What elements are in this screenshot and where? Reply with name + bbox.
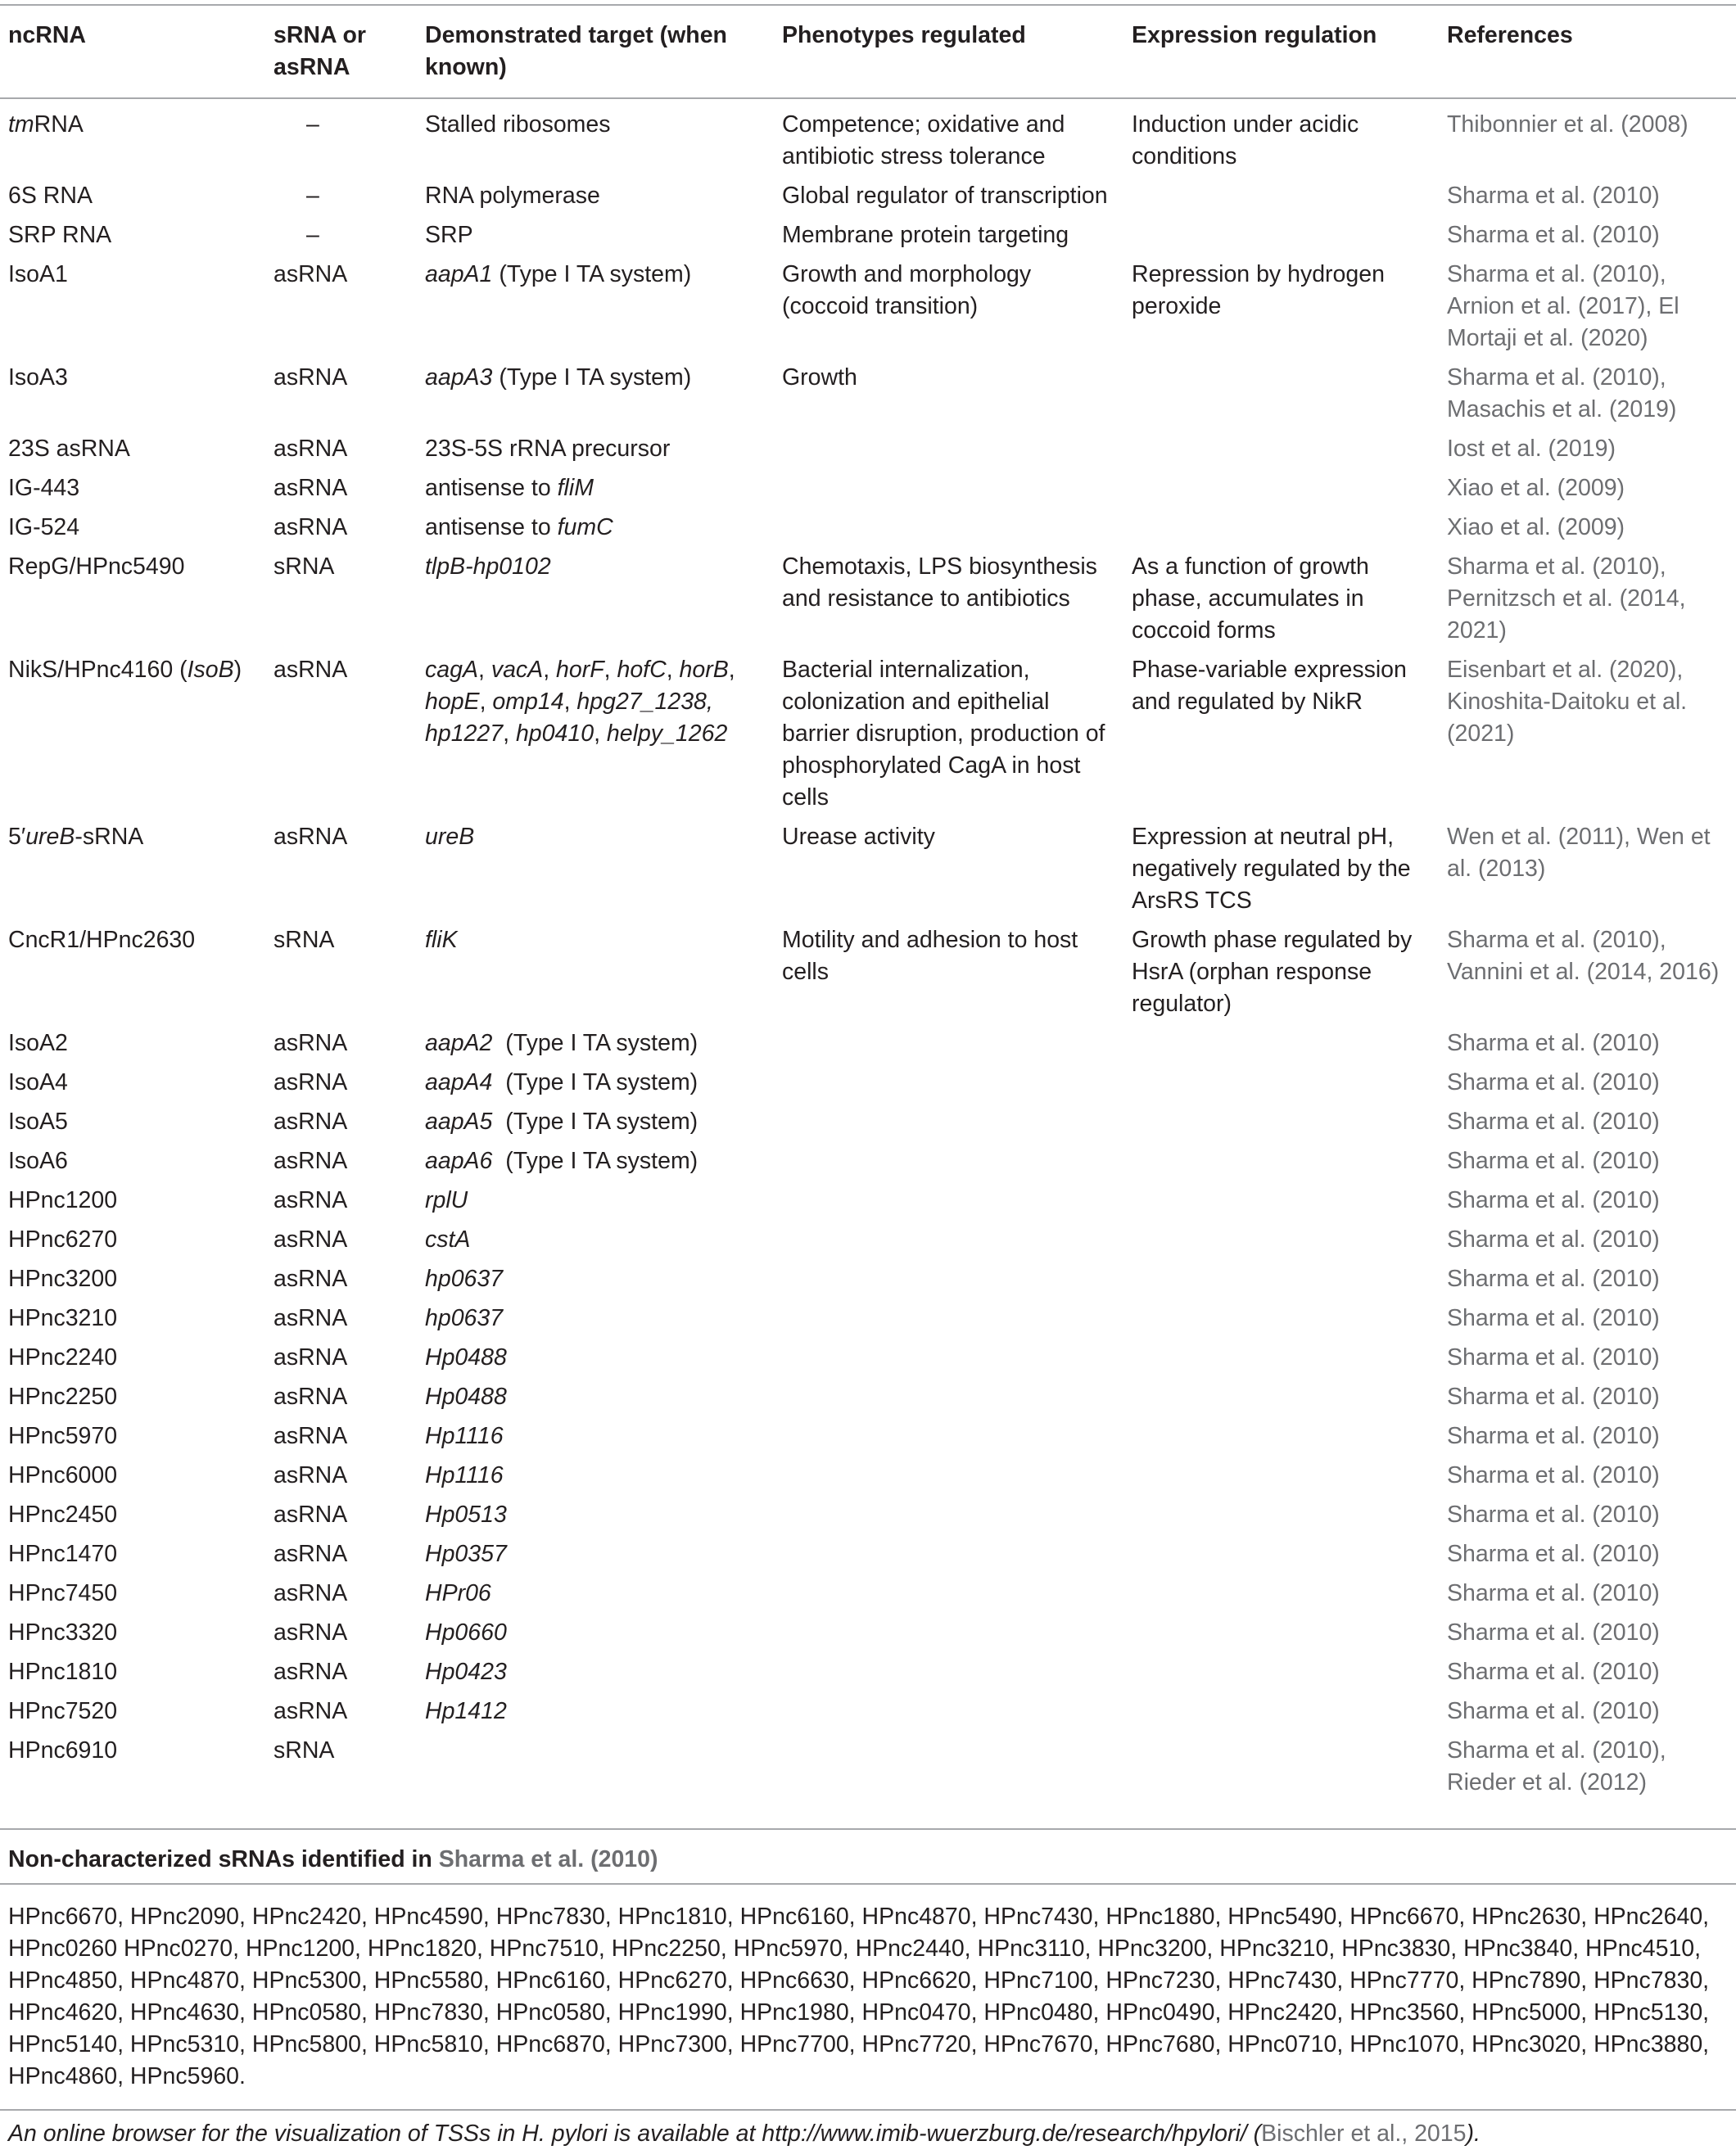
cell-type: asRNA — [274, 1109, 348, 1135]
header-phenotypes: Phenotypes regulated — [782, 5, 1132, 98]
cell-references: Sharma et al. (2010) — [1447, 1187, 1660, 1213]
table-row — [0, 1734, 1736, 1805]
cell-expression — [1132, 1105, 1447, 1145]
cell-expression — [1132, 1223, 1447, 1262]
cell-target: aapA3 (Type I TA system) — [425, 364, 692, 391]
table-row — [0, 511, 1736, 550]
cell-ncrna: HPnc2250 — [8, 1384, 118, 1410]
cell-expression — [1132, 1145, 1447, 1184]
table-row — [0, 179, 1736, 219]
cell-phenotype — [782, 1577, 1132, 1616]
cell-ncrna: IsoA6 — [8, 1148, 68, 1174]
table-row — [0, 653, 1736, 820]
cell-expression: Induction under acidic conditions — [1132, 111, 1359, 169]
cell-type: asRNA — [274, 1187, 348, 1213]
cell-target: fliK — [425, 927, 458, 953]
footnote-reference: Bischler et al., 2015 — [1261, 2121, 1467, 2147]
divider — [0, 1828, 1736, 1830]
cell-type: sRNA — [274, 927, 335, 953]
cell-ncrna: IsoA3 — [8, 364, 68, 391]
table-row — [0, 258, 1736, 361]
cell-references: Sharma et al. (2010) — [1447, 1344, 1660, 1371]
header-expression: Expression regulation — [1132, 5, 1447, 98]
cell-phenotype — [782, 511, 1132, 550]
cell-phenotype — [782, 1027, 1132, 1066]
cell-phenotype — [782, 1655, 1132, 1695]
cell-ncrna: IsoA2 — [8, 1030, 68, 1056]
table-body — [0, 98, 1736, 1805]
cell-expression — [1132, 1420, 1447, 1459]
cell-target: Stalled ribosomes — [425, 111, 611, 138]
cell-target: aapA5 (Type I TA system) — [425, 1109, 698, 1135]
table-row — [0, 361, 1736, 432]
cell-type: – — [306, 183, 319, 209]
table-row — [0, 1105, 1736, 1145]
cell-phenotype — [782, 1695, 1132, 1734]
cell-type: asRNA — [274, 364, 348, 391]
cell-target: cagA, vacA, horF, hofC, horB, hopE, omp14, hpg27_1238, hp1227, hp0410, helpy_1262 — [425, 657, 742, 747]
table-row — [0, 1655, 1736, 1695]
cell-phenotype — [782, 1459, 1132, 1498]
cell-expression: Growth phase regulated by HsrA (orphan response regulator) — [1132, 927, 1413, 1017]
header-srna-or-asrna: sRNA or asRNA — [274, 5, 425, 98]
cell-type: asRNA — [274, 1698, 348, 1724]
table-row — [0, 1066, 1736, 1105]
cell-expression — [1132, 219, 1447, 258]
cell-phenotype — [782, 1616, 1132, 1655]
cell-target: hp0637 — [425, 1305, 504, 1331]
cell-ncrna: IsoA4 — [8, 1069, 68, 1095]
cell-expression — [1132, 1577, 1447, 1616]
cell-ncrna: HPnc3210 — [8, 1305, 118, 1331]
cell-ncrna: IsoA1 — [8, 261, 68, 287]
cell-target: Hp0357 — [425, 1541, 507, 1567]
cell-references: Eisenbart et al. (2020), Kinoshita-Daitoku et al. (2021) — [1447, 657, 1688, 747]
cell-expression — [1132, 432, 1447, 472]
cell-ncrna: RepG/HPnc5490 — [8, 553, 185, 580]
cell-type: asRNA — [274, 1266, 348, 1292]
cell-type: asRNA — [274, 1030, 348, 1056]
cell-expression — [1132, 1616, 1447, 1655]
cell-ncrna: 23S asRNA — [8, 436, 130, 462]
cell-type: asRNA — [274, 1541, 348, 1567]
cell-phenotype — [782, 1302, 1132, 1341]
cell-type: asRNA — [274, 1659, 348, 1685]
cell-target — [425, 1734, 782, 1805]
cell-target: antisense to fumC — [425, 514, 613, 540]
cell-expression: As a function of growth phase, accumulates in coccoid forms — [1132, 553, 1369, 644]
cell-type: sRNA — [274, 1737, 335, 1764]
ncrna-table — [0, 4, 1736, 1805]
cell-type: asRNA — [274, 1305, 348, 1331]
cell-ncrna: HPnc1470 — [8, 1541, 118, 1567]
header-target: Demonstrated target (when known) — [425, 5, 782, 98]
cell-references: Sharma et al. (2010) — [1447, 1541, 1660, 1567]
table-row — [0, 1577, 1736, 1616]
cell-references: Sharma et al. (2010) — [1447, 1423, 1660, 1449]
table-row — [0, 1695, 1736, 1734]
table-row — [0, 1302, 1736, 1341]
cell-target: aapA6 (Type I TA system) — [425, 1148, 698, 1174]
cell-target: aapA2 (Type I TA system) — [425, 1030, 698, 1056]
table-row — [0, 1184, 1736, 1223]
cell-type: asRNA — [274, 1226, 348, 1253]
cell-type: asRNA — [274, 1344, 348, 1371]
cell-ncrna: NikS/HPnc4160 (IsoB) — [8, 657, 242, 683]
cell-phenotype — [782, 1184, 1132, 1223]
cell-expression — [1132, 1380, 1447, 1420]
cell-references: Sharma et al. (2010), Rieder et al. (2012) — [1447, 1737, 1666, 1795]
cell-references: Sharma et al. (2010) — [1447, 1226, 1660, 1253]
table-row — [0, 1145, 1736, 1184]
cell-references: Sharma et al. (2010) — [1447, 1148, 1660, 1174]
cell-target: rplU — [425, 1187, 468, 1213]
cell-phenotype: Bacterial internalization, colonization and epithelial barrier disruption, production of phosphorylated CagA in host cells — [782, 657, 1105, 811]
cell-references: Sharma et al. (2010), Vannini et al. (2014, 2016) — [1447, 927, 1720, 985]
cell-ncrna: 6S RNA — [8, 183, 93, 209]
cell-expression — [1132, 1459, 1447, 1498]
cell-expression — [1132, 1498, 1447, 1538]
table-row — [0, 1459, 1736, 1498]
cell-ncrna: HPnc1810 — [8, 1659, 118, 1685]
cell-ncrna: HPnc5970 — [8, 1423, 118, 1449]
cell-expression — [1132, 1302, 1447, 1341]
table-row — [0, 1616, 1736, 1655]
cell-expression — [1132, 361, 1447, 432]
cell-target: Hp0660 — [425, 1619, 507, 1646]
header-references: References — [1447, 5, 1736, 98]
cell-ncrna: HPnc2240 — [8, 1344, 118, 1371]
table-row — [0, 1380, 1736, 1420]
cell-expression: Expression at neutral pH, negatively regulated by the ArsRS TCS — [1132, 824, 1411, 914]
cell-target: Hp0488 — [425, 1344, 507, 1371]
cell-ncrna: HPnc6910 — [8, 1737, 118, 1764]
cell-target: SRP — [425, 222, 473, 248]
header-row — [0, 5, 1736, 98]
cell-type: – — [306, 222, 319, 248]
table-row — [0, 1223, 1736, 1262]
cell-ncrna: HPnc3200 — [8, 1266, 118, 1292]
cell-references: Sharma et al. (2010) — [1447, 1659, 1660, 1685]
cell-ncrna: 5′ureB-sRNA — [8, 824, 144, 850]
cell-phenotype — [782, 1734, 1132, 1805]
cell-type: asRNA — [274, 1423, 348, 1449]
cell-target: Hp1116 — [425, 1423, 504, 1449]
cell-ncrna: IG-524 — [8, 514, 80, 540]
cell-references: Sharma et al. (2010) — [1447, 1030, 1660, 1056]
cell-target: RNA polymerase — [425, 183, 600, 209]
cell-references: Sharma et al. (2010) — [1447, 1305, 1660, 1331]
cell-target: Hp0488 — [425, 1384, 507, 1410]
cell-target: HPr06 — [425, 1580, 491, 1606]
cell-references: Wen et al. (2011), Wen et al. (2013) — [1447, 824, 1711, 882]
cell-references: Xiao et al. (2009) — [1447, 475, 1625, 501]
srna-list: HPnc6670, HPnc2090, HPnc2420, HPnc4590, HPnc7830, HPnc1810, HPnc6160, HPnc4870, HPnc7430, HPnc1880, HPnc5490, HPnc6670, HPnc2630, HPnc2640, HPnc0260 HPnc0270, HPnc1200, HPnc1820, HPnc7510, HPnc2250, HPnc5970, HPnc2440, HPnc3110, HPnc3200, HPnc3210, HPnc3830, HPnc3840, HPnc4510, HPnc4850, HPnc4870, HPnc5300, HPnc5580, HPnc6160, HPnc6270, HPnc6630, HPnc6620, HPnc7100, HPnc7230, HPnc7430, HPnc7770, HPnc7890, HPnc7830, HPnc4620, HPnc4630, HPnc0580, HPnc7830, HPnc0580, HPnc1990, HPnc1980, HPnc0470, HPnc0480, HPnc0490, HPnc2420, HPnc3560, HPnc5000, HPnc5130, HPnc5140, HPnc5310, HPnc5800, HPnc5810, HPnc6870, HPnc7300, HPnc7700, HPnc7720, HPnc7670, HPnc7680, HPnc0710, HPnc1070, HPnc3020, HPnc3880, HPnc4860, HPnc5960. — [8, 1904, 1710, 2089]
cell-expression — [1132, 1262, 1447, 1302]
table-row — [0, 820, 1736, 924]
cell-ncrna: IsoA5 — [8, 1109, 68, 1135]
cell-references: Sharma et al. (2010) — [1447, 1384, 1660, 1410]
header-ncrna: ncRNA — [0, 5, 274, 98]
cell-type: asRNA — [274, 1619, 348, 1646]
cell-phenotype — [782, 1262, 1132, 1302]
table-row — [0, 1262, 1736, 1302]
cell-phenotype — [782, 1538, 1132, 1577]
cell-expression — [1132, 1655, 1447, 1695]
cell-type: asRNA — [274, 1384, 348, 1410]
cell-ncrna: HPnc6270 — [8, 1226, 118, 1253]
cell-target: Hp0423 — [425, 1659, 507, 1685]
cell-target: aapA4 (Type I TA system) — [425, 1069, 698, 1095]
cell-references: Sharma et al. (2010) — [1447, 1069, 1660, 1095]
cell-ncrna: HPnc3320 — [8, 1619, 118, 1646]
cell-expression — [1132, 1184, 1447, 1223]
table-row — [0, 1027, 1736, 1066]
section-title: Non-characterized sRNAs identified in Sharma et al. (2010) — [8, 1846, 658, 1872]
cell-references: Iost et al. (2019) — [1447, 436, 1616, 462]
cell-phenotype: Urease activity — [782, 824, 935, 850]
cell-ncrna: SRP RNA — [8, 222, 112, 248]
cell-references: Sharma et al. (2010) — [1447, 1266, 1660, 1292]
cell-phenotype: Global regulator of transcription — [782, 183, 1108, 209]
cell-expression — [1132, 1734, 1447, 1805]
cell-type: sRNA — [274, 553, 335, 580]
table-row — [0, 432, 1736, 472]
cell-references: Sharma et al. (2010), Arnion et al. (2017), El Mortaji et al. (2020) — [1447, 261, 1679, 351]
cell-phenotype: Chemotaxis, LPS biosynthesis and resistance to antibiotics — [782, 553, 1097, 612]
cell-references: Sharma et al. (2010), Masachis et al. (2019) — [1447, 364, 1677, 422]
cell-phenotype — [782, 1498, 1132, 1538]
cell-phenotype — [782, 1105, 1132, 1145]
cell-expression: Phase-variable expression and regulated by NikR — [1132, 657, 1407, 715]
cell-type: – — [306, 111, 319, 138]
cell-type: asRNA — [274, 1462, 348, 1488]
divider — [0, 1883, 1736, 1885]
cell-phenotype: Growth — [782, 364, 857, 391]
cell-target: Hp0513 — [425, 1502, 507, 1528]
cell-ncrna: IG-443 — [8, 475, 80, 501]
cell-expression — [1132, 1695, 1447, 1734]
cell-phenotype — [782, 1223, 1132, 1262]
table-row — [0, 219, 1736, 258]
cell-expression — [1132, 472, 1447, 511]
cell-phenotype: Membrane protein targeting — [782, 222, 1069, 248]
table-row — [0, 924, 1736, 1027]
cell-expression — [1132, 1027, 1447, 1066]
cell-target: aapA1 (Type I TA system) — [425, 261, 692, 287]
cell-ncrna: HPnc6000 — [8, 1462, 118, 1488]
cell-ncrna: HPnc2450 — [8, 1502, 118, 1528]
cell-target: 23S-5S rRNA precursor — [425, 436, 671, 462]
cell-references: Sharma et al. (2010) — [1447, 1580, 1660, 1606]
cell-ncrna: HPnc1200 — [8, 1187, 118, 1213]
table-row — [0, 472, 1736, 511]
cell-phenotype — [782, 472, 1132, 511]
cell-references: Xiao et al. (2009) — [1447, 514, 1625, 540]
table-row — [0, 1341, 1736, 1380]
cell-references: Sharma et al. (2010) — [1447, 1462, 1660, 1488]
cell-references: Sharma et al. (2010) — [1447, 1502, 1660, 1528]
cell-references: Sharma et al. (2010) — [1447, 1698, 1660, 1724]
section-reference: Sharma et al. (2010) — [438, 1846, 658, 1872]
cell-phenotype — [782, 1066, 1132, 1105]
cell-type: asRNA — [274, 657, 348, 683]
divider — [0, 2109, 1736, 2111]
cell-phenotype: Competence; oxidative and antibiotic stress tolerance — [782, 111, 1065, 169]
cell-expression — [1132, 1066, 1447, 1105]
cell-references: Sharma et al. (2010) — [1447, 183, 1660, 209]
cell-type: asRNA — [274, 1069, 348, 1095]
cell-references: Thibonnier et al. (2008) — [1447, 111, 1689, 138]
cell-type: asRNA — [274, 514, 348, 540]
cell-phenotype — [782, 1341, 1132, 1380]
cell-type: asRNA — [274, 1502, 348, 1528]
cell-references: Sharma et al. (2010) — [1447, 1619, 1660, 1646]
cell-type: asRNA — [274, 475, 348, 501]
cell-phenotype: Motility and adhesion to host cells — [782, 927, 1078, 985]
cell-references: Sharma et al. (2010) — [1447, 222, 1660, 248]
table-row — [0, 550, 1736, 653]
table-row — [0, 1498, 1736, 1538]
cell-ncrna: tmRNA — [8, 111, 84, 138]
cell-phenotype — [782, 432, 1132, 472]
cell-phenotype: Growth and morphology (coccoid transition) — [782, 261, 1032, 319]
table-row — [0, 1538, 1736, 1577]
cell-phenotype — [782, 1145, 1132, 1184]
cell-expression — [1132, 511, 1447, 550]
cell-target: cstA — [425, 1226, 471, 1253]
cell-phenotype — [782, 1420, 1132, 1459]
table-row — [0, 98, 1736, 179]
cell-type: asRNA — [274, 436, 348, 462]
cell-ncrna: CncR1/HPnc2630 — [8, 927, 196, 953]
cell-target: antisense to fliM — [425, 475, 594, 501]
cell-type: asRNA — [274, 1148, 348, 1174]
table-row — [0, 1420, 1736, 1459]
cell-expression — [1132, 1341, 1447, 1380]
footnote: An online browser for the visualization of TSSs in H. pylori is available at http://www.imib-wuerzburg.de/research/hpylori/ (Bischler et al., 2015). — [8, 2121, 1481, 2147]
cell-expression — [1132, 1538, 1447, 1577]
cell-ncrna: HPnc7450 — [8, 1580, 118, 1606]
cell-expression — [1132, 179, 1447, 219]
cell-type: asRNA — [274, 1580, 348, 1606]
cell-references: Sharma et al. (2010) — [1447, 1109, 1660, 1135]
cell-expression: Repression by hydrogen peroxide — [1132, 261, 1385, 319]
cell-ncrna: HPnc7520 — [8, 1698, 118, 1724]
cell-target: tlpB-hp0102 — [425, 553, 551, 580]
cell-references: Sharma et al. (2010), Pernitzsch et al. (2014, 2021) — [1447, 553, 1686, 644]
cell-target: ureB — [425, 824, 475, 850]
cell-type: asRNA — [274, 824, 348, 850]
cell-phenotype — [782, 1380, 1132, 1420]
cell-target: Hp1116 — [425, 1462, 504, 1488]
cell-target: hp0637 — [425, 1266, 504, 1292]
cell-target: Hp1412 — [425, 1698, 507, 1724]
cell-type: asRNA — [274, 261, 348, 287]
